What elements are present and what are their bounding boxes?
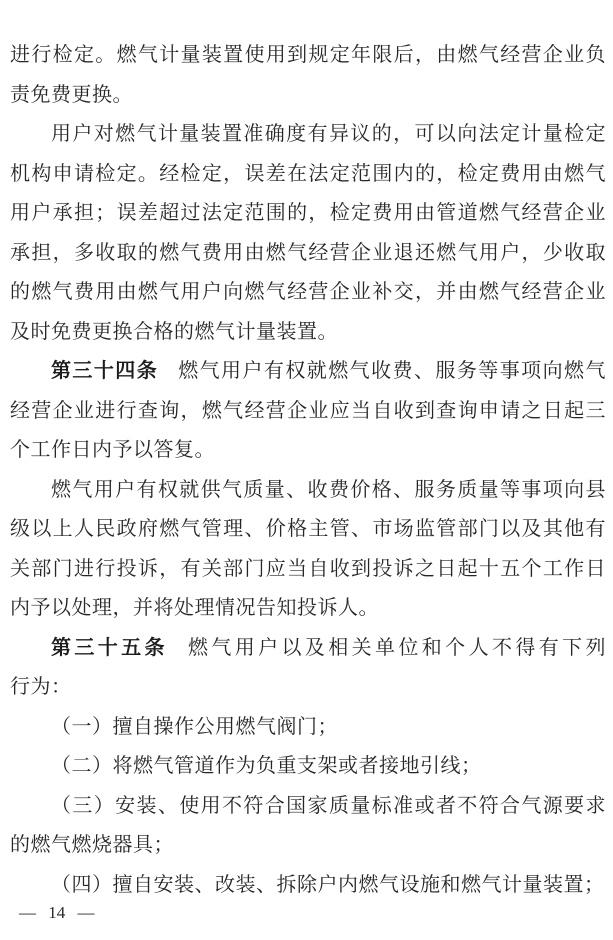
text-line: 级以上人民政府燃气管理、价格主管、市场监管部门以及其他有	[10, 518, 606, 540]
text-line: 经营企业进行查询，燃气经营企业应当自收到查询申请之日起三	[10, 399, 606, 422]
text-line: 关部门进行投诉，有关部门应当自收到投诉之日起十五个工作日	[10, 557, 606, 580]
text-line: 的燃气燃烧器具；	[10, 834, 174, 856]
text-line: 及时免费更换合格的燃气计量装置。	[10, 320, 338, 343]
text-line: 机构申请检定。经检定，误差在法定范围内的，检定费用由燃气	[10, 162, 606, 185]
text-line: （二）将燃气管道作为负重支架或者接地引线；	[51, 755, 482, 777]
article-number-bold: 第三十四条	[51, 360, 159, 382]
text-line: 第三十四条 燃气用户有权就燃气收费、服务等事项向燃气	[51, 360, 606, 382]
text-line: （一）擅自操作公用燃气阀门；	[51, 715, 338, 738]
text-line: 个工作日内予以答复。	[10, 439, 215, 461]
text-line: （四）擅自安装、改装、拆除户内燃气设施和燃气计量装置；	[51, 873, 605, 896]
text-line: 进行检定。燃气计量装置使用到规定年限后，由燃气经营企业负	[10, 44, 606, 66]
text-line: 行为：	[10, 676, 72, 698]
text-line: 的燃气费用由燃气用户向燃气经营企业补交，并由燃气经营企业	[10, 281, 606, 303]
text-line: 用户承担；误差超过法定范围的，检定费用由管道燃气经营企业	[10, 202, 606, 224]
document-content	[10, 36, 606, 905]
article-number-bold: 第三十五条	[51, 636, 168, 659]
text-line: 燃气用户有权就供气质量、收费价格、服务质量等事项向县	[51, 478, 606, 501]
text-line: 第三十五条 燃气用户以及相关单位和个人不得有下列	[51, 636, 606, 659]
text-line: 内予以处理，并将处理情况告知投诉人。	[10, 597, 379, 619]
text-line: （三）安装、使用不符合国家质量标准或者不符合气源要求	[51, 794, 606, 817]
text-line: 承担，多收取的燃气费用由燃气经营企业退还燃气用户，少收取	[10, 241, 606, 264]
page-number: — 14 —	[19, 903, 95, 922]
text-line: 用户对燃气计量装置准确度有异议的，可以向法定计量检定	[51, 123, 606, 145]
text-line: 责免费更换。	[10, 83, 133, 106]
